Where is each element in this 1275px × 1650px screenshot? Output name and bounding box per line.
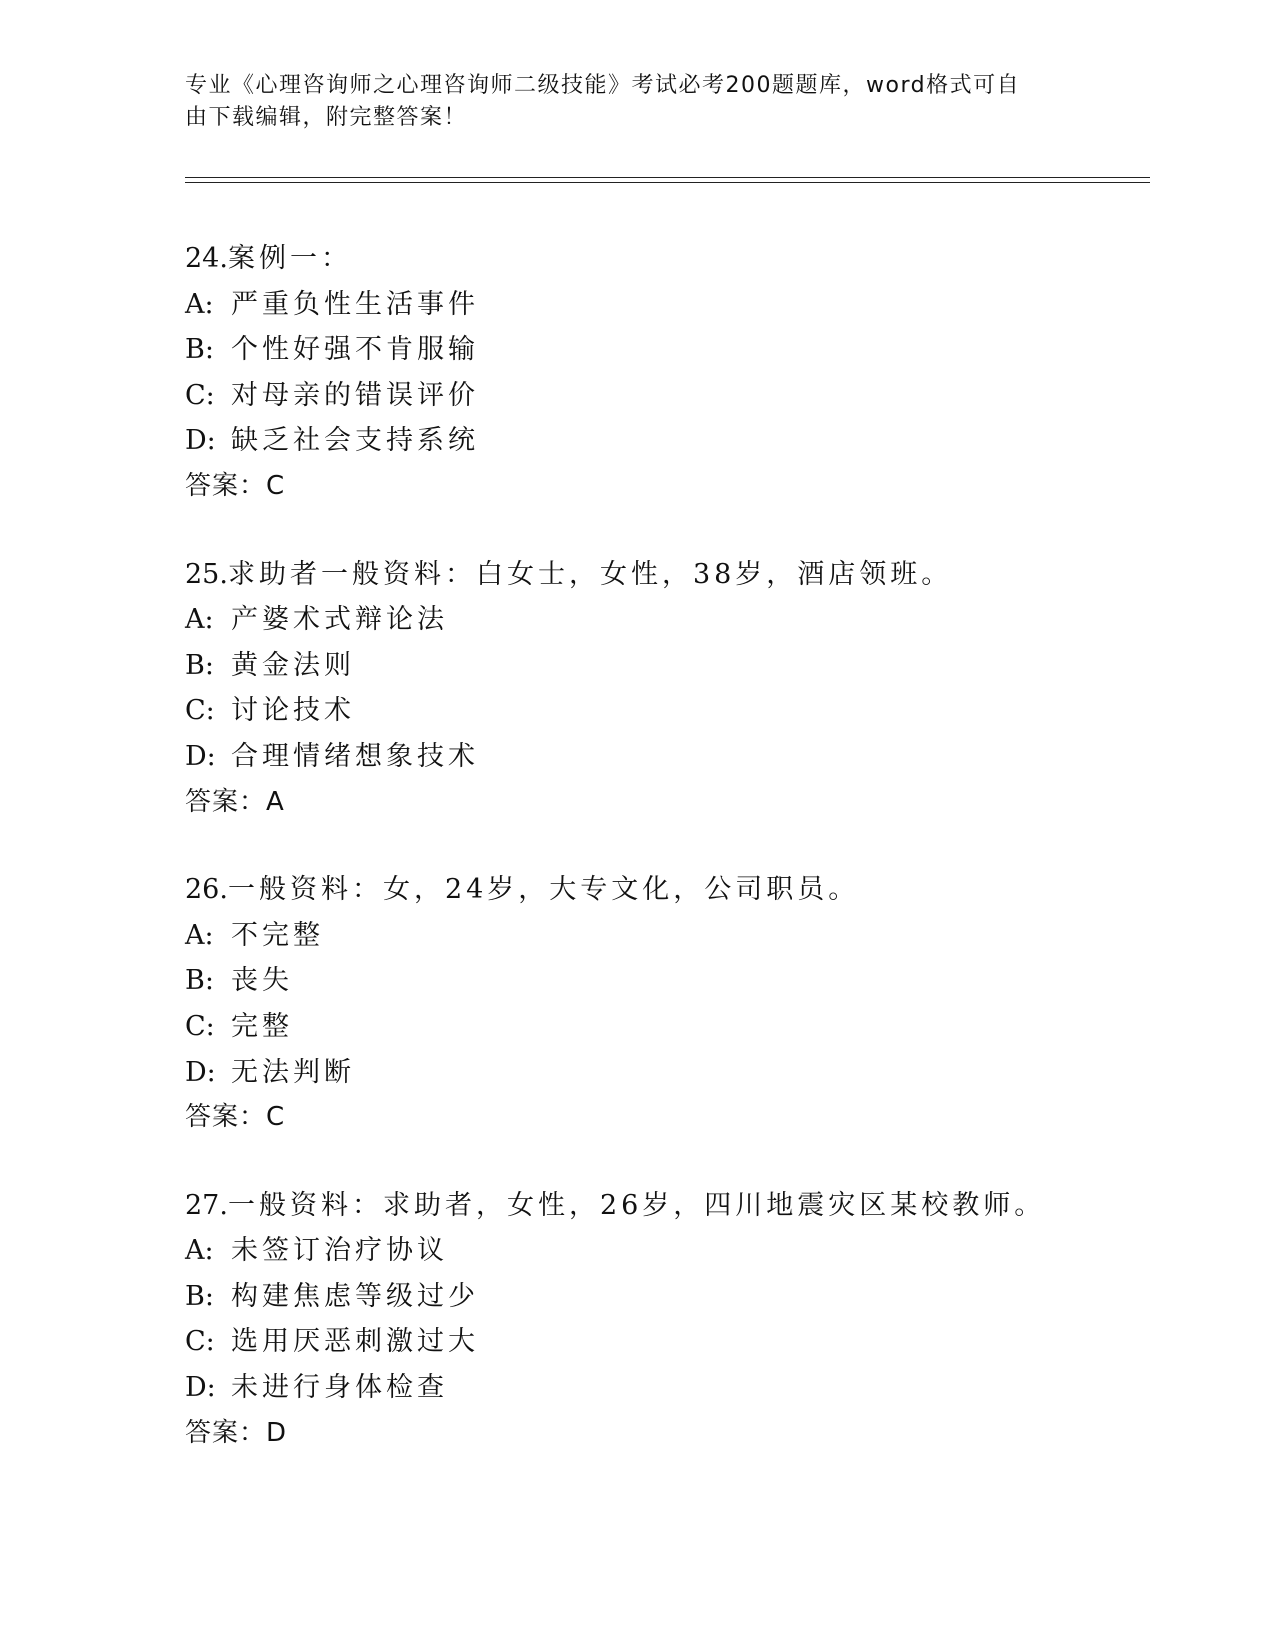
option-letter: B:: [185, 649, 214, 681]
option-letter: D:: [185, 425, 216, 457]
option-c: [185, 1004, 1150, 1050]
question-25: [185, 552, 1150, 826]
question-stem: [185, 552, 1150, 598]
option-letter: A:: [185, 919, 214, 951]
question-stem: [185, 236, 1150, 282]
option-letter: C:: [185, 1010, 215, 1042]
header-divider-top: [185, 177, 1150, 178]
option-b: [185, 1274, 1150, 1320]
option-a: [185, 913, 1150, 959]
header-intro-line-1: 专业《心理咨询师之心理咨询师二级技能》考试必考200题题库，word格式可自: [185, 73, 1021, 98]
option-text: 丧失: [231, 965, 293, 997]
option-a: [185, 282, 1150, 328]
option-letter: D:: [185, 1372, 216, 1404]
option-letter: B:: [185, 965, 214, 997]
option-d: [185, 1050, 1150, 1096]
option-d: [185, 734, 1150, 780]
option-text: 个性好强不肯服输: [231, 334, 479, 366]
question-text: 求助者一般资料：白女士，女性，38岁，酒店领班。: [227, 558, 953, 590]
option-c: [185, 1319, 1150, 1365]
question-27: [185, 1183, 1150, 1457]
page-header: [185, 70, 1065, 134]
answer-line: 答案：D: [185, 1417, 288, 1448]
option-text: 选用厌恶刺激过大: [231, 1326, 479, 1358]
option-letter: C:: [185, 1326, 215, 1358]
option-text: 黄金法则: [231, 649, 355, 681]
option-letter: B:: [185, 1280, 214, 1312]
question-number: 25.: [185, 558, 228, 590]
option-letter: A:: [185, 288, 214, 320]
option-letter: C:: [185, 695, 215, 727]
option-d: [185, 1365, 1150, 1411]
header-divider-bottom: [185, 182, 1150, 183]
option-text: 不完整: [231, 919, 324, 951]
option-text: 无法判断: [231, 1056, 355, 1088]
option-a: [185, 1228, 1150, 1274]
answer-line: 答案：C: [185, 470, 286, 501]
option-text: 产婆术式辩论法: [231, 604, 448, 636]
question-text: 一般资料：女，24岁，大专文化，公司职员。: [227, 874, 860, 906]
option-text: 合理情绪想象技术: [231, 740, 479, 772]
option-b: [185, 643, 1150, 689]
question-26: [185, 867, 1150, 1141]
option-text: 讨论技术: [231, 695, 355, 727]
option-a: [185, 597, 1150, 643]
option-c: [185, 688, 1150, 734]
answer-line: 答案：C: [185, 1102, 286, 1133]
question-text: 案例一：: [227, 243, 352, 274]
answer-line: 答案：A: [185, 786, 285, 817]
option-letter: D:: [185, 1056, 216, 1088]
option-b: [185, 958, 1150, 1004]
question-list: [185, 236, 1150, 1498]
option-d: [185, 418, 1150, 464]
question-text: 一般资料：求助者，女性，26岁，四川地震灾区某校教师。: [227, 1189, 1046, 1221]
header-intro-line-2: 由下载编辑，附完整答案！: [185, 105, 468, 130]
option-text: 缺乏社会支持系统: [231, 425, 479, 457]
option-text: 严重负性生活事件: [231, 288, 479, 320]
question-number: 24.: [185, 243, 228, 274]
option-text: 完整: [231, 1010, 293, 1042]
question-number: 26.: [185, 874, 228, 906]
question-number: 27.: [185, 1189, 228, 1221]
option-letter: C:: [185, 379, 215, 411]
option-text: 对母亲的错误评价: [231, 379, 479, 411]
option-letter: A:: [185, 604, 214, 636]
question-24: [185, 236, 1150, 510]
option-text: 未签订治疗协议: [231, 1235, 448, 1267]
option-letter: A:: [185, 1235, 214, 1267]
option-text: 构建焦虑等级过少: [231, 1280, 479, 1312]
option-text: 未进行身体检查: [231, 1372, 448, 1404]
question-stem: [185, 867, 1150, 913]
option-letter: B:: [185, 334, 214, 366]
option-c: [185, 373, 1150, 419]
question-stem: [185, 1183, 1150, 1229]
option-letter: D:: [185, 740, 216, 772]
option-b: [185, 327, 1150, 373]
